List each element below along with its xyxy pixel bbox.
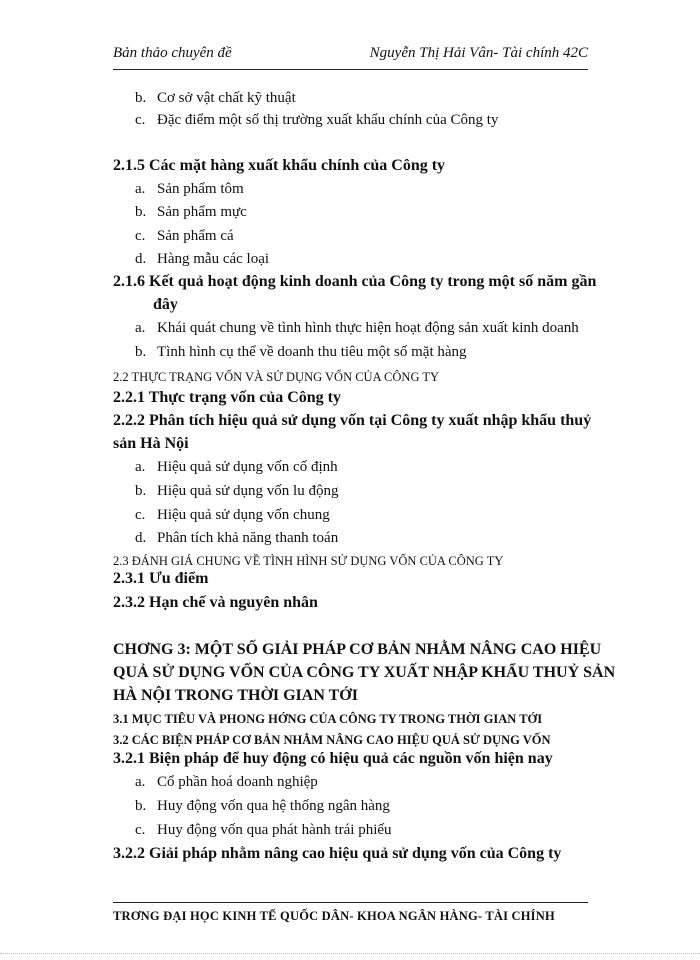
toc-item: c. Sản phẩm cá <box>135 228 234 244</box>
toc-section: 3.2.2 Giải pháp nhằm nâng cao hiệu quả sử dụng vốn của Công ty <box>113 845 562 862</box>
toc-item: b. Hiệu quả sử dụng vốn lu động <box>135 483 339 499</box>
chapter-title: CHƠNG 3: MỘT SỐ GIẢI PHÁP CƠ BẢN NHẰM NÂNG CAO HIỆU <box>113 641 602 658</box>
toc-item: c. Đặc điểm một số thị trường xuất khẩu chính của Công ty <box>135 112 499 128</box>
toc-section: 2.1.5 Các mặt hàng xuất khẩu chính của Công ty <box>113 157 446 174</box>
footer-text: TRƠNG ĐẠI HỌC KINH TẾ QUỐC DÂN- KHOA NGÂN HÀNG- TÀI CHÍNH <box>113 909 555 923</box>
toc-item: c. Huy động vốn qua phát hành trái phiếu <box>135 822 392 838</box>
page-footer <box>113 902 588 933</box>
page-header <box>113 45 588 70</box>
toc-heading: 3.1 MỤC TIÊU VÀ PHONG HỚNG CỦA CÔNG TY TRONG THỜI GIAN TỚI <box>113 712 543 726</box>
toc-section: 2.3.2 Hạn chế và nguyên nhân <box>113 594 318 611</box>
toc-heading: 3.2 CÁC BIỆN PHÁP CƠ BẢN NHẰM NÂNG CAO HIỆU QUẢ SỬ DỤNG VỐN <box>113 733 551 747</box>
toc-section: 2.3.1 Ưu điểm <box>113 570 209 587</box>
toc-item: c. Hiệu quả sử dụng vốn chung <box>135 507 330 523</box>
toc-section: 2.1.6 Kết quả hoạt động kinh doanh của Công ty trong một số năm gần <box>113 273 597 290</box>
page-break-divider <box>0 953 700 954</box>
toc-item: b. Tình hình cụ thể về doanh thu tiêu một số mặt hàng <box>135 344 467 360</box>
toc-section: 2.2.1 Thực trạng vốn của Công ty <box>113 389 341 406</box>
toc-heading: 2.2 THỰC TRẠNG VỐN VÀ SỬ DỤNG VỐN CỦA CÔNG TY <box>113 370 440 384</box>
chapter-title: QUẢ SỬ DỤNG VỐN CỦA CÔNG TY XUẤT NHẬP KHẨU THUỶ SẢN <box>113 664 616 681</box>
chapter-title: HÀ NỘI TRONG THỜI GIAN TỚI <box>113 687 358 704</box>
toc-section-cont: đây <box>153 296 178 313</box>
toc-item: b. Sản phẩm mực <box>135 204 247 220</box>
toc-item: a. Sản phẩm tôm <box>135 181 244 197</box>
toc-item: d. Phân tích khả năng thanh toán <box>135 530 339 546</box>
toc-item: b. Huy động vốn qua hệ thống ngân hàng <box>135 798 390 814</box>
header-right-text: Nguyễn Thị Hải Vân- Tài chính 42C <box>369 45 588 61</box>
toc-item: d. Hàng mẫu các loại <box>135 251 270 267</box>
toc-section: 3.2.1 Biện pháp để huy động có hiệu quả các nguồn vốn hiện nay <box>113 750 553 767</box>
toc-section: 2.2.2 Phân tích hiệu quả sử dụng vốn tại Công ty xuất nhập khẩu thuỷ <box>113 412 592 429</box>
toc-item: a. Cổ phần hoá doanh nghiệp <box>135 774 318 790</box>
toc-item: b. Cơ sở vật chất kỹ thuật <box>135 90 296 106</box>
toc-item: a. Khái quát chung về tình hình thực hiện hoạt động sản xuất kinh doanh <box>135 320 579 336</box>
toc-section-cont: sản Hà Nội <box>113 435 189 452</box>
toc-item: a. Hiệu quả sử dụng vốn cố định <box>135 459 338 475</box>
header-left-text: Bản thảo chuyên đề <box>113 45 232 61</box>
toc-heading: 2.3 ĐÁNH GIÁ CHUNG VỀ TÌNH HÌNH SỬ DỤNG VỐN CỦA CÔNG TY <box>113 554 504 568</box>
